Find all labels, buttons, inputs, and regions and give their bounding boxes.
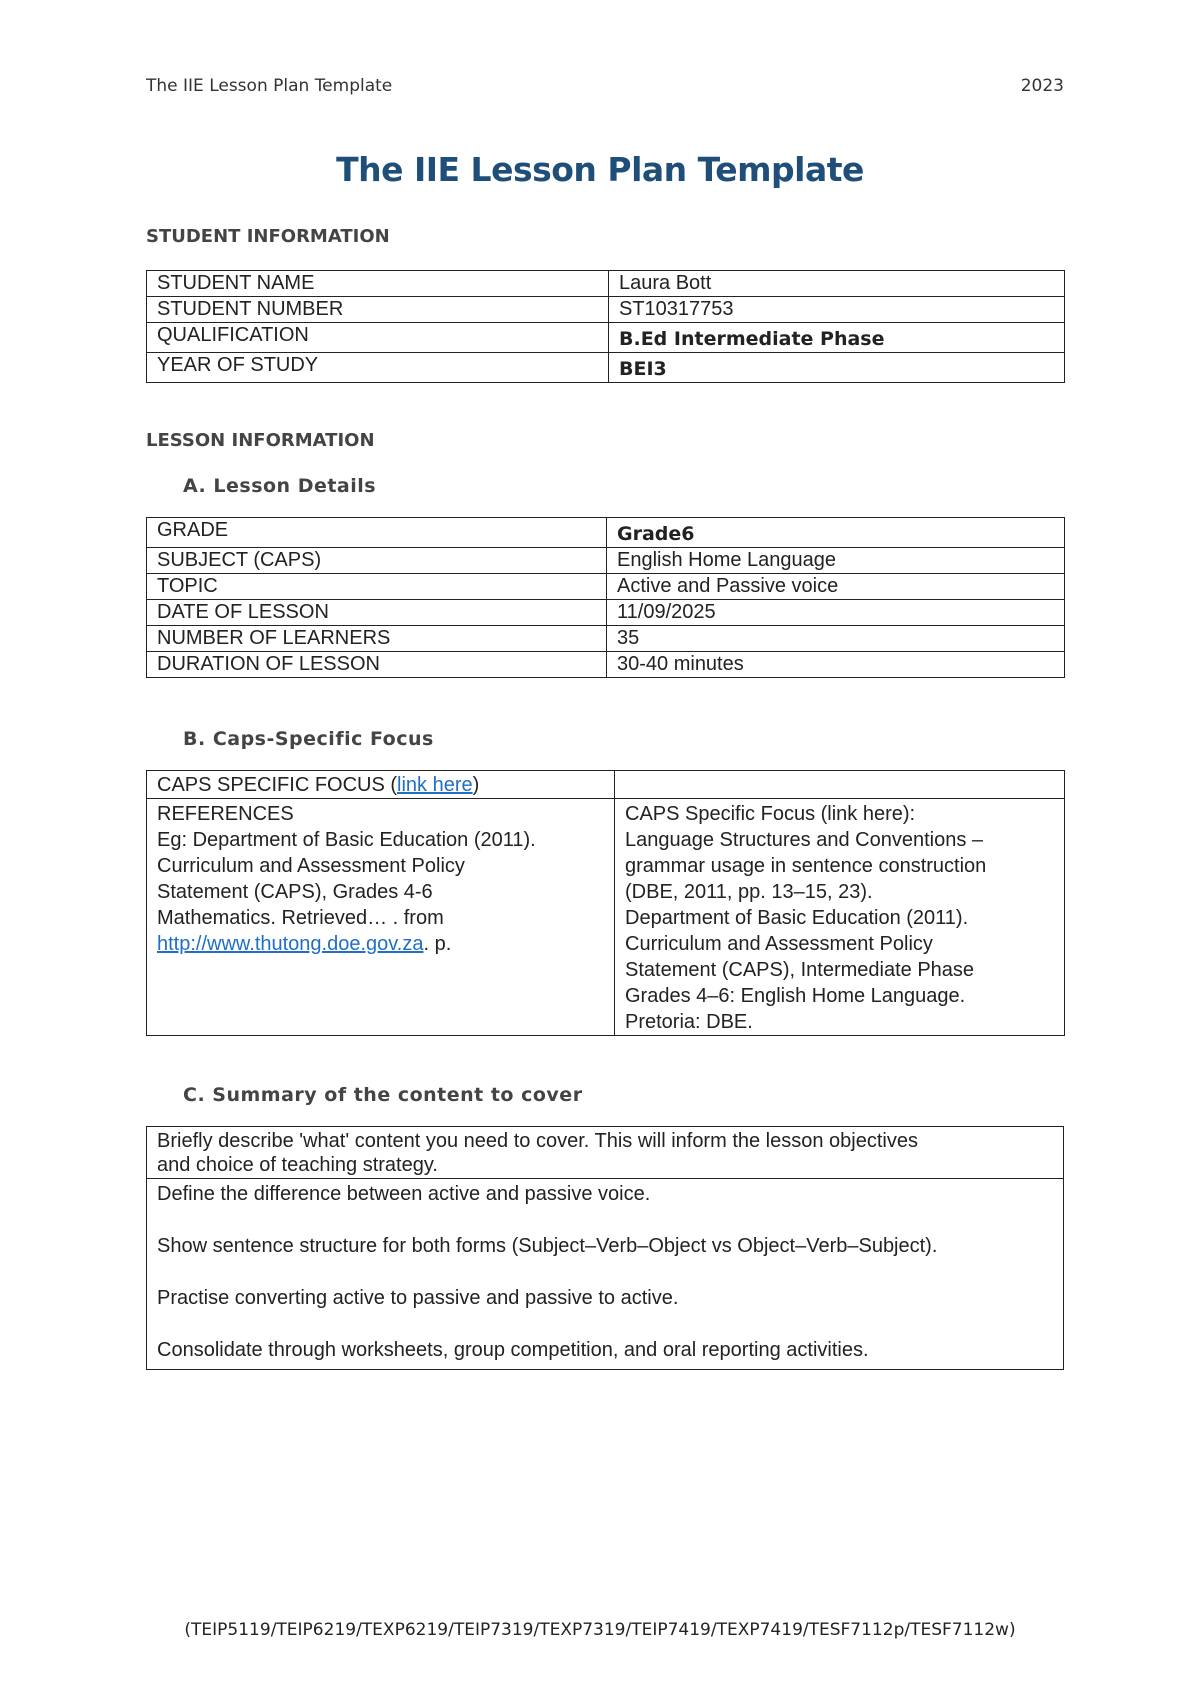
caps-focus-close: ) bbox=[472, 774, 480, 796]
row-label: SUBJECT (CAPS) bbox=[147, 548, 607, 574]
caps-focus-heading: B. Caps-Specific Focus bbox=[183, 728, 434, 750]
row-label: STUDENT NAME bbox=[147, 271, 609, 297]
summary-item: Practise converting active to passive and passive to active. bbox=[157, 1287, 679, 1309]
caps-focus-table bbox=[146, 770, 1065, 1036]
grade-value: Grade6 bbox=[607, 518, 1065, 548]
caps-focus-label: CAPS SPECIFIC FOCUS ( bbox=[157, 774, 398, 796]
references-line: Mathematics. Retrieved… . from bbox=[157, 907, 444, 929]
summary-item: Define the difference between active and passive voice. bbox=[157, 1183, 651, 1205]
caps-answer-line: Grades 4–6: English Home Language. bbox=[625, 985, 966, 1007]
lesson-details-heading: A. Lesson Details bbox=[183, 475, 377, 497]
row-label: DATE OF LESSON bbox=[147, 600, 607, 626]
table-row bbox=[147, 652, 1065, 678]
lesson-info-heading: LESSON INFORMATION bbox=[146, 430, 375, 451]
summary-table bbox=[146, 1126, 1064, 1370]
table-row bbox=[147, 297, 1065, 323]
table-row bbox=[147, 626, 1065, 652]
summary-prompt-line: Briefly describe 'what' content you need to cover. This will inform the lesson objectives bbox=[157, 1130, 918, 1152]
summary-prompt-line: and choice of teaching strategy. bbox=[157, 1154, 438, 1176]
row-label: QUALIFICATION bbox=[147, 323, 609, 353]
caps-answer-line: grammar usage in sentence construction bbox=[625, 855, 987, 877]
references-line: REFERENCES bbox=[157, 803, 294, 825]
row-label: TOPIC bbox=[147, 574, 607, 600]
row-label: NUMBER OF LEARNERS bbox=[147, 626, 607, 652]
caps-link[interactable]: link here bbox=[397, 774, 473, 796]
caps-answer-line: (DBE, 2011, pp. 13–15, 23). bbox=[625, 881, 873, 903]
caps-answer-line: CAPS Specific Focus (link here): bbox=[625, 803, 916, 825]
table-row bbox=[147, 799, 1065, 1036]
caps-answer-line: Language Structures and Conventions – bbox=[625, 829, 984, 851]
module-codes-footer: (TEIP5119/TEIP6219/TEXP6219/TEIP7319/TEXP7319/TEIP7419/TEXP7419/TESF7112p/TESF7112w) bbox=[184, 1620, 1016, 1640]
caps-answer-line: Pretoria: DBE. bbox=[625, 1011, 753, 1033]
duration-value: 30-40 minutes bbox=[607, 652, 1065, 678]
year-of-study-value: BEI3 bbox=[609, 353, 1065, 383]
summary-prompt-cell bbox=[147, 1127, 1064, 1179]
learners-value: 35 bbox=[607, 626, 1065, 652]
table-row bbox=[147, 353, 1065, 383]
references-cell bbox=[147, 799, 615, 1036]
student-info-table bbox=[146, 270, 1065, 383]
table-row bbox=[147, 1179, 1064, 1370]
table-row bbox=[147, 771, 1065, 799]
row-label: STUDENT NUMBER bbox=[147, 297, 609, 323]
summary-item: Show sentence structure for both forms (Subject–Verb–Object vs Object–Verb–Subject). bbox=[157, 1235, 938, 1257]
references-line: Statement (CAPS), Grades 4-6 bbox=[157, 881, 433, 903]
table-row bbox=[147, 323, 1065, 353]
table-row bbox=[147, 518, 1065, 548]
subject-value: English Home Language bbox=[607, 548, 1065, 574]
row-label: GRADE bbox=[147, 518, 607, 548]
topic-value: Active and Passive voice bbox=[607, 574, 1065, 600]
table-row bbox=[147, 600, 1065, 626]
table-row bbox=[147, 1127, 1064, 1179]
summary-item: Consolidate through worksheets, group competition, and oral reporting activities. bbox=[157, 1339, 869, 1361]
summary-content-cell bbox=[147, 1179, 1064, 1370]
table-row bbox=[147, 574, 1065, 600]
caps-answer-line: Statement (CAPS), Intermediate Phase bbox=[625, 959, 975, 981]
references-line: Curriculum and Assessment Policy bbox=[157, 855, 465, 877]
references-link-tail: . p. bbox=[423, 933, 452, 955]
student-info-heading: STUDENT INFORMATION bbox=[146, 226, 390, 247]
caps-answer-line: Department of Basic Education (2011). bbox=[625, 907, 969, 929]
summary-heading: C. Summary of the content to cover bbox=[183, 1084, 583, 1106]
row-label: YEAR OF STUDY bbox=[147, 353, 609, 383]
table-row bbox=[147, 271, 1065, 297]
date-value: 11/09/2025 bbox=[607, 600, 1065, 626]
lesson-details-table bbox=[146, 517, 1065, 678]
caps-answer-cell bbox=[615, 799, 1065, 1036]
caps-answer-line: Curriculum and Assessment Policy bbox=[625, 933, 933, 955]
caps-focus-label-cell bbox=[147, 771, 615, 799]
student-number-value: ST10317753 bbox=[609, 297, 1065, 323]
header-year: 2023 bbox=[1020, 76, 1064, 96]
references-link-line bbox=[157, 931, 604, 957]
caps-focus-empty-cell bbox=[615, 771, 1065, 799]
student-name-value: Laura Bott bbox=[609, 271, 1065, 297]
references-line: Eg: Department of Basic Education (2011). bbox=[157, 829, 536, 851]
row-label: DURATION OF LESSON bbox=[147, 652, 607, 678]
header-title: The IIE Lesson Plan Template bbox=[146, 76, 393, 96]
table-row bbox=[147, 548, 1065, 574]
qualification-value: B.Ed Intermediate Phase bbox=[609, 323, 1065, 353]
thutong-link[interactable]: http://www.thutong.doe.gov.za bbox=[157, 933, 424, 955]
page-title: The IIE Lesson Plan Template bbox=[336, 150, 864, 189]
